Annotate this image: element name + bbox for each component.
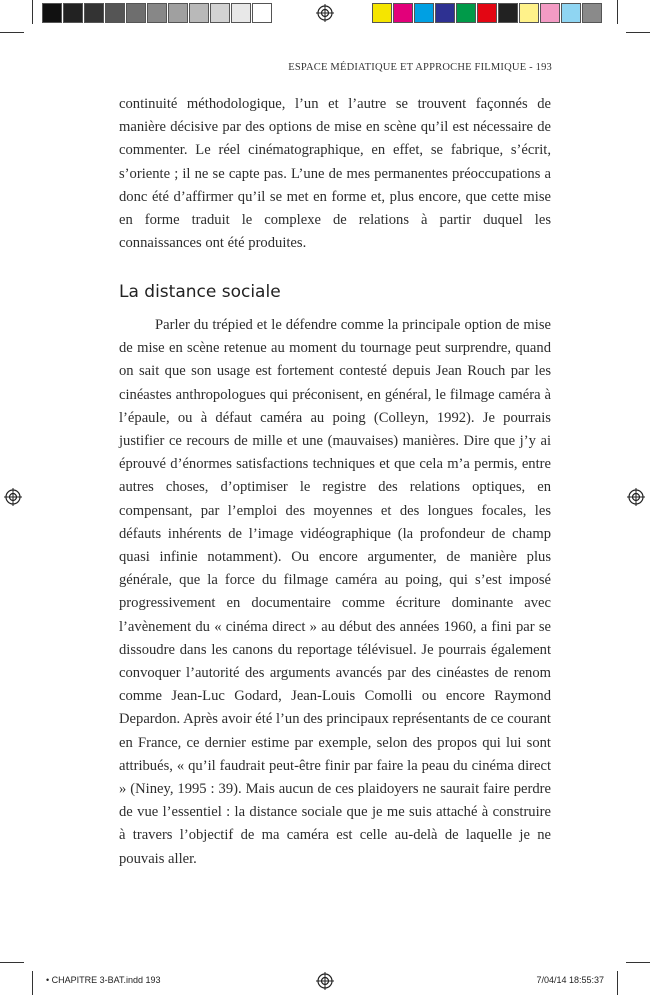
color-swatch — [168, 3, 188, 23]
color-swatch — [105, 3, 125, 23]
crop-mark — [626, 32, 650, 33]
registration-mark-icon — [316, 972, 334, 990]
color-swatch — [519, 3, 539, 23]
process-color-bar — [372, 3, 603, 25]
slug-timestamp: 7/04/14 18:55:37 — [536, 975, 604, 985]
crop-mark — [0, 962, 24, 963]
registration-mark-icon — [316, 4, 334, 22]
color-swatch — [540, 3, 560, 23]
color-swatch — [498, 3, 518, 23]
running-header: ESPACE MÉDIATIQUE ET APPROCHE FILMIQUE - 193 — [288, 62, 552, 73]
body-paragraph — [119, 314, 551, 871]
registration-mark-icon — [4, 488, 22, 506]
color-swatch — [252, 3, 272, 23]
crop-mark — [32, 0, 33, 24]
crop-mark — [617, 971, 618, 995]
color-swatch — [147, 3, 167, 23]
color-swatch — [582, 3, 602, 23]
color-swatch — [126, 3, 146, 23]
color-swatch — [561, 3, 581, 23]
crop-mark — [32, 971, 33, 995]
crop-mark — [617, 0, 618, 24]
registration-mark-icon — [627, 488, 645, 506]
color-swatch — [210, 3, 230, 23]
paragraph-text: continuité méthodologique, l’un et l’autre se trouvent façonnés de manière décisive par des options de mise en scène qu’il est nécessaire de commenter. Le réel cinématographique, en effet, se fabrique, s’écrit, s’oriente ; il ne se capte pas. L’une de mes permanentes préoccupations a donc été d’affirmer qu’il se met en forme et, plus encore, que cette mise en forme traduit le complexe de relations à partir duquel les connaissances ont été produites. — [119, 96, 551, 252]
color-swatch — [63, 3, 83, 23]
grayscale-color-bar — [42, 3, 273, 25]
body-paragraph — [119, 93, 551, 255]
color-swatch — [477, 3, 497, 23]
color-swatch — [456, 3, 476, 23]
slug-file-info: • CHAPITRE 3-BAT.indd 193 — [46, 975, 161, 985]
crop-mark — [626, 962, 650, 963]
color-swatch — [42, 3, 62, 23]
color-swatch — [435, 3, 455, 23]
color-swatch — [84, 3, 104, 23]
color-swatch — [393, 3, 413, 23]
color-swatch — [372, 3, 392, 23]
color-swatch — [189, 3, 209, 23]
color-swatch — [414, 3, 434, 23]
color-swatch — [231, 3, 251, 23]
section-heading: La distance sociale — [119, 282, 281, 302]
crop-mark — [0, 32, 24, 33]
paragraph-text: Parler du trépied et le défendre comme la principale option de mise de mise en scène retenue au moment du tournage peut surprendre, quand on sait que son usage est fortement contesté depuis Jean Rouch par les cinéastes anthropologues qui préconisent, en général, le filmage caméra à l’épaule, ou à défaut caméra au poing (Colleyn, 1992). Je pourrais justifier ce recours de mille et une (mauvaises) manières. Dire que j’y ai éprouvé d’énormes satisfactions techniques et que cela m’a permis, entre autres choses, d’optimiser le registre des relations optiques, en compensant, par l’emploi des moyennes et des longues focales, les défauts inhérents de l’image vidéographique (la profondeur de champ quasi infinie notamment). Ou encore argumenter, de manière plus générale, que la force du filmage caméra au poing, qui s’est imposé progressivement en documentaire comme écriture dominante avec l’avènement du « cinéma direct » au début des années 1960, a fini par se dissoudre dans les canons du reportage télévisuel. Je pourrais également convoquer l’autorité des arguments avancés par des cinéastes de renom comme Jean-Luc Godard, Jean-Louis Comolli ou encore Raymond Depardon. Après avoir été l’un des principaux représentants de ce courant en France, ce dernier estime par exemple, selon des propos qui lui sont attribués, « qu’il faudrait peut-être finir par faire la peau du cinéma direct » (Niney, 1995 : 39). Mais aucun de ces plaidoyers ne saurait faire perdre de vue l’essentiel : la distance sociale que je me suis attaché à construire à travers l’objectif de ma caméra est celle au-delà de laquelle je ne pouvais aller. — [119, 317, 551, 867]
